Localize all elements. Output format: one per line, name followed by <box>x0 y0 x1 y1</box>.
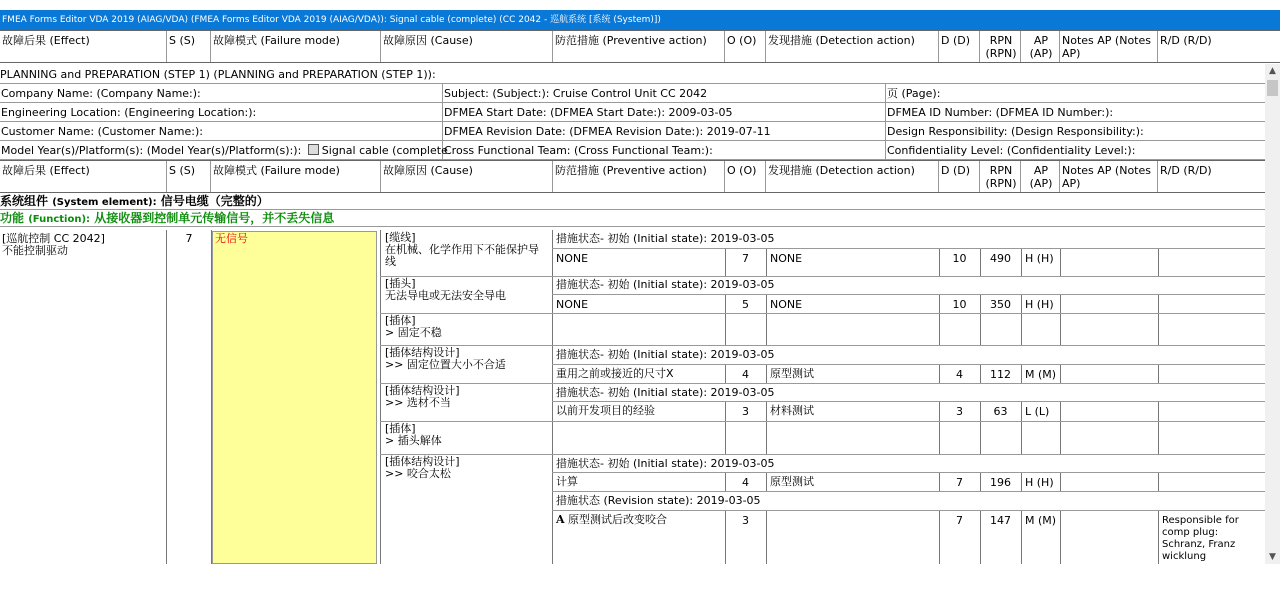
cause-text: >> 咬合太松 <box>385 467 451 480</box>
cause-cell[interactable] <box>383 455 551 481</box>
col-occurrence[interactable]: O (O) <box>725 31 766 62</box>
rpn-value: 350 <box>990 298 1011 311</box>
grid-line <box>1158 472 1159 492</box>
occurrence-value[interactable]: 4 <box>742 368 749 381</box>
function-label: 功能 <box>0 211 25 225</box>
grid-line <box>1021 510 1022 564</box>
grid-line <box>766 248 767 277</box>
scroll-up-icon[interactable]: ▲ <box>1269 66 1276 76</box>
rpn-value: 196 <box>990 476 1011 489</box>
dfmea-revision-date[interactable]: DFMEA Revision Date: (DFMEA Revision Date:): 2019-07-11 <box>443 122 886 141</box>
effect-line-2: 不能控制驱动 <box>2 244 68 257</box>
status-initial: 措施状态- 初始 (Initial state): 2019-03-05 <box>556 278 775 291</box>
col-failure-mode[interactable]: 故障模式 (Failure mode) <box>211 31 381 62</box>
grid-line <box>552 510 1265 511</box>
status-initial: 措施状态- 初始 (Initial state): 2019-03-05 <box>556 386 775 399</box>
system-element-label: 系统组件 <box>0 194 49 208</box>
col-notes-ap: Notes AP (Notes AP) <box>1060 161 1158 192</box>
cause-tag: [插体] <box>385 422 416 435</box>
confidentiality-level[interactable]: Confidentiality Level: (Confidentiality Level:): <box>887 144 1136 157</box>
detection-value[interactable]: 7 <box>956 514 963 527</box>
cause-tag: [插体结构设计] <box>385 455 460 468</box>
grid-line <box>552 491 1265 492</box>
planning-row-4 <box>0 141 1265 160</box>
system-element-row[interactable] <box>0 193 1265 210</box>
col-rd[interactable]: R/D (R/D) <box>1160 34 1212 47</box>
col-rd: R/D (R/D) <box>1160 164 1212 177</box>
cause-tag: [插体结构设计] <box>385 346 460 359</box>
cross-functional-team[interactable]: Cross Functional Team: (Cross Functional Team:): <box>443 141 886 160</box>
col-preventive[interactable]: 防范措施 (Preventive action) <box>553 31 725 62</box>
preventive-action[interactable]: 计算 <box>556 475 578 488</box>
scroll-down-icon[interactable]: ▼ <box>1269 552 1276 562</box>
grid-line <box>1060 248 1061 277</box>
status-initial: 措施状态- 初始 (Initial state): 2019-03-05 <box>556 348 775 361</box>
preventive-action[interactable]: NONE <box>556 298 589 311</box>
col-rpn[interactable]: RPN (RPN) <box>980 31 1021 62</box>
col-effect: 故障后果 (Effect) <box>0 161 167 192</box>
severity-cell[interactable]: 7 <box>185 232 193 245</box>
col-preventive: 防范措施 (Preventive action) <box>553 161 725 192</box>
responsible-note[interactable]: Responsible for comp plug: Schranz, Franz wicklung <box>1162 515 1239 562</box>
grid-line <box>1021 401 1022 455</box>
preventive-action[interactable]: 重用之前或接近的尺寸X <box>556 367 674 380</box>
preventive-action[interactable]: NONE <box>556 252 589 265</box>
grid-line <box>1158 294 1159 346</box>
col-severity[interactable]: S (S) <box>167 31 211 62</box>
function-row[interactable] <box>0 210 1265 227</box>
grid-line <box>552 472 1265 473</box>
grid-line <box>552 294 1265 295</box>
column-header-top <box>0 30 1280 63</box>
rpn-value: 63 <box>993 405 1008 418</box>
planning-row-1 <box>0 84 1265 103</box>
vertical-scrollbar[interactable] <box>1265 64 1280 564</box>
subject[interactable]: Subject: (Subject:): Cruise Control Unit CC 2042 <box>443 84 886 103</box>
occurrence-value[interactable]: 3 <box>742 405 749 418</box>
grid-line <box>1158 248 1159 277</box>
planning-row-3 <box>0 122 1265 141</box>
col-rpn: RPN (RPN) <box>980 161 1021 192</box>
ap-value: H (H) <box>1025 298 1054 311</box>
engineering-location[interactable]: Engineering Location: (Engineering Location:): <box>0 103 443 122</box>
window-title-bar <box>0 10 1280 30</box>
grid-line <box>1021 364 1022 384</box>
font-style-icon: A <box>556 513 565 526</box>
occurrence-value[interactable]: 7 <box>742 252 749 265</box>
grid-line <box>766 294 767 346</box>
occurrence-value[interactable]: 3 <box>742 514 749 527</box>
ap-value: H (H) <box>1025 252 1054 265</box>
status-initial: 措施状态- 初始 (Initial state): 2019-03-05 <box>556 232 775 245</box>
grid-line <box>1060 472 1061 492</box>
planning-heading <box>0 65 1265 84</box>
failure-mode-text: 无信号 <box>215 232 248 245</box>
grid-line <box>1060 294 1061 346</box>
cause-cell[interactable] <box>383 422 551 448</box>
col-detection[interactable]: D (D) <box>939 31 980 62</box>
grid-line <box>1060 401 1061 455</box>
col-ap[interactable]: AP (AP) <box>1021 31 1060 62</box>
ap-value: H (H) <box>1025 476 1054 489</box>
model-year-value: Signal cable (complete <box>321 144 448 157</box>
grid-line <box>1021 294 1022 346</box>
rpn-value: 112 <box>990 368 1011 381</box>
col-notes-ap[interactable]: Notes AP (Notes AP) <box>1060 31 1158 62</box>
failure-mode-cell[interactable] <box>212 231 377 564</box>
system-element-value: 信号电缆（完整的） <box>160 194 269 208</box>
detection-action[interactable]: 材料测试 <box>770 404 814 417</box>
grid-line <box>166 230 167 564</box>
detection-action[interactable]: NONE <box>770 298 803 311</box>
ap-value: M (M) <box>1025 368 1057 381</box>
detection-action[interactable]: 原型测试 <box>770 367 814 380</box>
grid-line <box>552 401 1265 402</box>
status-revision: 措施状态 (Revision state): 2019-03-05 <box>556 494 761 507</box>
dfmea-start-date[interactable]: DFMEA Start Date: (DFMEA Start Date:): 2009-03-05 <box>443 103 886 122</box>
rpn-value: 490 <box>990 252 1011 265</box>
occurrence-value[interactable]: 5 <box>742 298 749 311</box>
ap-value: M (M) <box>1025 514 1057 527</box>
grid-line <box>380 230 381 564</box>
cause-text: >> 固定位置大小不合适 <box>385 358 506 371</box>
grid-line <box>766 401 767 455</box>
grid-line <box>766 472 767 492</box>
col-cause: 故障原因 (Cause) <box>381 161 553 192</box>
cause-cell[interactable] <box>383 231 551 269</box>
cause-text: 在机械、化学作用下不能保护导线 <box>385 243 539 268</box>
effect-cell[interactable] <box>0 232 165 258</box>
grid-line <box>552 364 1265 365</box>
detection-value[interactable]: 3 <box>956 405 963 418</box>
grid-line <box>211 230 212 564</box>
grid-line <box>766 364 767 384</box>
rpn-value: 147 <box>990 514 1011 527</box>
dfmea-id[interactable]: DFMEA ID Number: (DFMEA ID Number:): <box>887 106 1114 119</box>
col-cause[interactable]: 故障原因 (Cause) <box>381 31 553 62</box>
col-detection-action: 发现措施 (Detection action) <box>766 161 939 192</box>
detection-value[interactable]: 10 <box>952 298 967 311</box>
col-failure-mode: 故障模式 (Failure mode) <box>211 161 381 192</box>
cause-cell[interactable] <box>383 346 551 372</box>
col-occurrence: O (O) <box>725 161 766 192</box>
planning-row-2 <box>0 103 1265 122</box>
detection-action[interactable]: NONE <box>770 252 803 265</box>
col-severity: S (S) <box>167 161 211 192</box>
preventive-action[interactable]: 以前开发项目的经验 <box>556 404 655 417</box>
design-responsibility[interactable]: Design Responsibility: (Design Responsibility:): <box>887 125 1144 138</box>
document-icon <box>308 144 319 155</box>
grid-line <box>552 230 553 564</box>
cause-cell[interactable] <box>383 314 551 340</box>
ap-value: L (L) <box>1025 405 1050 418</box>
cause-tag: [缆线] <box>385 231 416 244</box>
window-title: FMEA Forms Editor VDA 2019 (AIAG/VDA) (FMEA Forms Editor VDA 2019 (AIAG/VDA)): Signal cable (complete) (CC 2042 - 巡航系统 [系统 (System)]) <box>2 15 661 25</box>
function-label-en: (Function): <box>28 214 91 225</box>
system-element-label-en: (System element): <box>52 197 157 208</box>
grid-line <box>1158 364 1159 384</box>
detection-value[interactable]: 10 <box>952 252 967 265</box>
cause-text: > 固定不稳 <box>385 326 442 339</box>
col-effect[interactable]: 故障后果 (Effect) <box>0 31 167 62</box>
cause-tag: [插头] <box>385 277 416 290</box>
cause-text: > 插头解体 <box>385 434 442 447</box>
cause-cell[interactable] <box>383 277 551 303</box>
company-name[interactable]: Company Name: (Company Name:): <box>0 84 443 103</box>
grid-line <box>1158 510 1159 564</box>
detection-value[interactable]: 7 <box>956 476 963 489</box>
model-year-label: Model Year(s)/Platform(s): (Model Year(s)/Platform(s):): <box>1 144 302 157</box>
cause-cell[interactable] <box>383 384 551 410</box>
col-detection-action[interactable]: 发现措施 (Detection action) <box>766 31 939 62</box>
detection-action[interactable] <box>768 513 938 515</box>
cause-tag: [插体] <box>385 314 416 327</box>
effect-line-1: [巡航控制 CC 2042] <box>2 232 105 245</box>
page-field[interactable]: 页 (Page): <box>887 87 941 100</box>
customer-name[interactable]: Customer Name: (Customer Name:): <box>0 122 443 141</box>
model-year[interactable] <box>0 141 448 160</box>
grid-line <box>1158 401 1159 455</box>
cause-text: 无法导电或无法安全导电 <box>385 289 506 302</box>
cause-text: >> 选材不当 <box>385 396 451 409</box>
detection-action[interactable]: 原型测试 <box>770 475 814 488</box>
occurrence-value[interactable]: 4 <box>742 476 749 489</box>
scrollbar-thumb[interactable] <box>1267 80 1278 96</box>
grid-line <box>1060 364 1061 384</box>
grid-line <box>1021 472 1022 492</box>
preventive-action-text: 原型测试后改变咬合 <box>568 513 668 526</box>
grid-line <box>766 510 767 564</box>
grid-line <box>1021 248 1022 277</box>
status-initial: 措施状态- 初始 (Initial state): 2019-03-05 <box>556 457 775 470</box>
col-ap: AP (AP) <box>1021 161 1060 192</box>
column-header-repeat <box>0 160 1265 193</box>
planning-heading-text: PLANNING and PREPARATION (STEP 1) (PLANNING and PREPARATION (STEP 1)): <box>0 68 436 81</box>
function-value: 从接收器到控制单元传输信号，并不丢失信息 <box>94 211 335 225</box>
grid-line <box>1060 510 1061 564</box>
grid-line <box>552 248 1265 249</box>
preventive-action[interactable] <box>554 513 724 527</box>
col-detection: D (D) <box>939 161 980 192</box>
detection-value[interactable]: 4 <box>956 368 963 381</box>
cause-tag: [插体结构设计] <box>385 384 460 397</box>
